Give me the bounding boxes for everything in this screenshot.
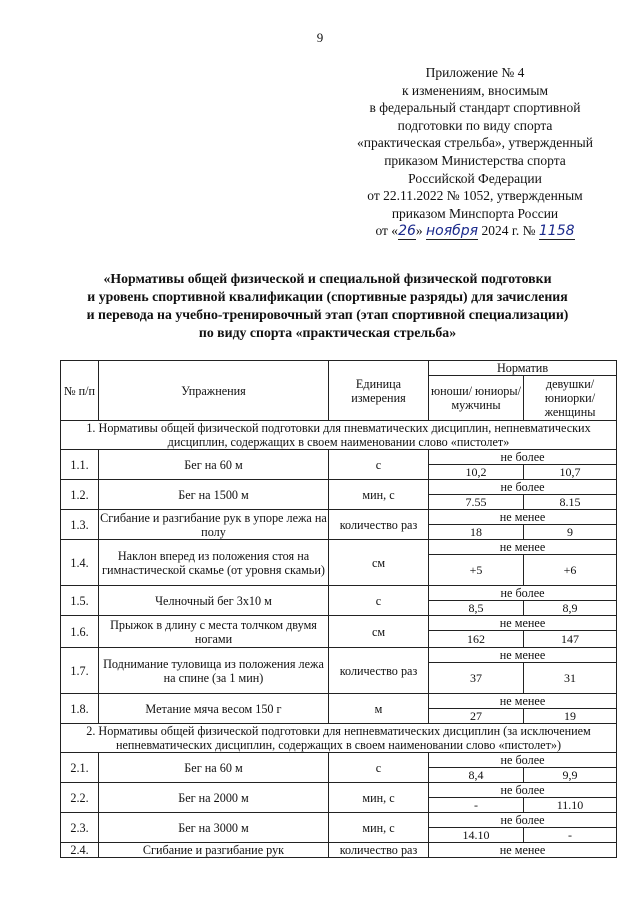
row-number: 1.1. bbox=[61, 450, 99, 480]
appendix-line: Российской Федерации bbox=[408, 170, 542, 186]
order-date-line bbox=[340, 222, 610, 241]
value-male: 18 bbox=[429, 525, 524, 540]
row-number: 1.7. bbox=[61, 648, 99, 694]
exercise-name: Поднимание туловища из положения лежа на спине (за 1 мин) bbox=[99, 648, 329, 694]
unit-cell: с bbox=[329, 753, 429, 783]
table-row bbox=[61, 648, 617, 663]
exercise-name: Челночный бег 3х10 м bbox=[99, 586, 329, 616]
row-number: 1.4. bbox=[61, 540, 99, 586]
exercise-name: Бег на 1500 м bbox=[99, 480, 329, 510]
header-unit: Единица измерения bbox=[329, 361, 429, 421]
condition-cell: не менее bbox=[429, 540, 617, 555]
unit-cell: мин, с bbox=[329, 783, 429, 813]
value-male: 162 bbox=[429, 631, 524, 648]
condition-cell: не менее bbox=[429, 843, 617, 858]
value-female: 9,9 bbox=[524, 768, 617, 783]
table-row bbox=[61, 480, 617, 495]
value-male: 8,4 bbox=[429, 768, 524, 783]
appendix-line: от 22.11.2022 № 1052, утвержденным bbox=[367, 188, 583, 204]
appendix-line: приказом Министерства спорта bbox=[384, 152, 566, 168]
condition-cell: не более bbox=[429, 450, 617, 465]
handwritten-day: 26 bbox=[398, 223, 416, 240]
condition-cell: не менее bbox=[429, 616, 617, 631]
heading-line: «Нормативы общей физической и специальной физической подготовки bbox=[103, 271, 552, 286]
exercise-name: Сгибание и разгибание рук в упоре лежа на полу bbox=[100, 510, 327, 539]
exercise-name: Сгибание и разгибание рук bbox=[99, 843, 329, 858]
table-row bbox=[61, 450, 617, 465]
condition-cell: не более bbox=[429, 813, 617, 828]
row-number: 2.1. bbox=[61, 753, 99, 783]
header-female: девушки/ юниорки/ женщины bbox=[524, 376, 617, 421]
header-norm: Норматив bbox=[429, 361, 617, 376]
row-number: 1.3. bbox=[61, 510, 99, 540]
condition-cell: не менее bbox=[429, 694, 617, 709]
condition-cell: не менее bbox=[429, 648, 617, 663]
table-row bbox=[61, 753, 617, 768]
value-female: 9 bbox=[524, 525, 617, 540]
exercise-name: Наклон вперед из положения стоя на гимнастической скамье (от уровня скамьи) bbox=[99, 540, 329, 586]
exercise-name: Прыжок в длину с места толчком двумя ногами bbox=[99, 616, 329, 648]
table-row bbox=[61, 540, 617, 555]
row-number: 2.3. bbox=[61, 813, 99, 843]
value-female: 10,7 bbox=[524, 465, 617, 480]
unit-cell: см bbox=[329, 540, 429, 586]
exercise-name: Бег на 3000 м bbox=[99, 813, 329, 843]
row-number: 1.2. bbox=[61, 480, 99, 510]
section-title: 1. Нормативы общей физической подготовки для пневматических дисциплин, непневматических дисциплин, содержащих в своем наименовании слово «пистолет» bbox=[61, 421, 617, 450]
handwritten-order-number: 1158 bbox=[538, 223, 575, 240]
unit-cell: с bbox=[329, 450, 429, 480]
table-header-row bbox=[61, 361, 617, 376]
section-row bbox=[61, 421, 617, 450]
unit-cell: мин, с bbox=[329, 813, 429, 843]
condition-cell: не более bbox=[429, 586, 617, 601]
value-female: 8,9 bbox=[524, 601, 617, 616]
document-heading bbox=[40, 270, 615, 342]
handwritten-month: ноября bbox=[426, 223, 479, 240]
condition-cell: не менее bbox=[429, 510, 617, 525]
exercise-name: Бег на 60 м bbox=[99, 753, 329, 783]
header-male: юноши/ юниоры/ мужчины bbox=[429, 376, 524, 421]
appendix-line: подготовки по виду спорта bbox=[397, 117, 553, 133]
appendix-block bbox=[340, 64, 610, 241]
date-mid: » bbox=[415, 223, 423, 239]
unit-cell: м bbox=[329, 694, 429, 724]
value-female: 19 bbox=[524, 709, 617, 724]
appendix-line: приказом Минспорта России bbox=[391, 205, 559, 221]
value-male: 8,5 bbox=[429, 601, 524, 616]
heading-line: по виду спорта «практическая стрельба» bbox=[198, 325, 457, 340]
condition-cell: не более bbox=[429, 480, 617, 495]
value-female: 31 bbox=[524, 663, 617, 694]
value-male: 14.10 bbox=[429, 828, 524, 843]
norms-table bbox=[60, 360, 617, 858]
value-male: 27 bbox=[429, 709, 524, 724]
value-male: 7.55 bbox=[429, 495, 524, 510]
header-num: № п/п bbox=[61, 361, 99, 421]
table-row bbox=[61, 783, 617, 798]
row-number: 1.6. bbox=[61, 616, 99, 648]
date-year: 2024 г. № bbox=[481, 223, 536, 239]
appendix-line: Приложение № 4 bbox=[425, 65, 525, 80]
value-male: 37 bbox=[429, 663, 524, 694]
value-male: - bbox=[429, 798, 524, 813]
row-number: 2.4. bbox=[61, 843, 99, 858]
unit-cell: см bbox=[329, 616, 429, 648]
table-row bbox=[61, 510, 617, 525]
unit-cell: количество раз bbox=[329, 510, 429, 540]
row-number: 2.2. bbox=[61, 783, 99, 813]
heading-line: и уровень спортивной квалификации (спортивные разряды) для зачисления bbox=[87, 289, 568, 304]
unit-cell: количество раз bbox=[329, 843, 429, 858]
value-female: - bbox=[524, 828, 617, 843]
row-number: 1.8. bbox=[61, 694, 99, 724]
page-number: 9 bbox=[316, 30, 324, 45]
value-female: 11.10 bbox=[524, 798, 617, 813]
table-row bbox=[61, 616, 617, 631]
unit-cell: количество раз bbox=[329, 648, 429, 694]
value-male: +5 bbox=[429, 555, 524, 586]
unit-cell: мин, с bbox=[329, 480, 429, 510]
value-female: 8.15 bbox=[524, 495, 617, 510]
appendix-line: «практическая стрельба», утвержденный bbox=[357, 135, 593, 151]
section-row bbox=[61, 724, 617, 753]
table-row bbox=[61, 586, 617, 601]
value-female: 147 bbox=[524, 631, 617, 648]
section-title: 2. Нормативы общей физической подготовки для непневматических дисциплин (за исключением непневматических дисциплин, содержащих в своем наименовании слово «пистолет») bbox=[61, 724, 617, 753]
row-number: 1.5. bbox=[61, 586, 99, 616]
exercise-name: Метание мяча весом 150 г bbox=[99, 694, 329, 724]
condition-cell: не более bbox=[429, 753, 617, 768]
value-female: +6 bbox=[524, 555, 617, 586]
exercise-name: Бег на 2000 м bbox=[99, 783, 329, 813]
table-row bbox=[61, 813, 617, 828]
date-prefix: от « bbox=[375, 223, 399, 239]
header-exercise: Упражнения bbox=[99, 361, 329, 421]
appendix-line: к изменениям, вносимым bbox=[401, 82, 549, 98]
condition-cell: не более bbox=[429, 783, 617, 798]
table-row bbox=[61, 694, 617, 709]
appendix-line: в федеральный стандарт спортивной bbox=[369, 100, 581, 116]
exercise-name: Бег на 60 м bbox=[99, 450, 329, 480]
table-row bbox=[61, 843, 617, 858]
heading-line: и перевода на учебно-тренировочный этап (этап спортивной специализации) bbox=[86, 307, 569, 322]
unit-cell: с bbox=[329, 586, 429, 616]
value-male: 10,2 bbox=[429, 465, 524, 480]
